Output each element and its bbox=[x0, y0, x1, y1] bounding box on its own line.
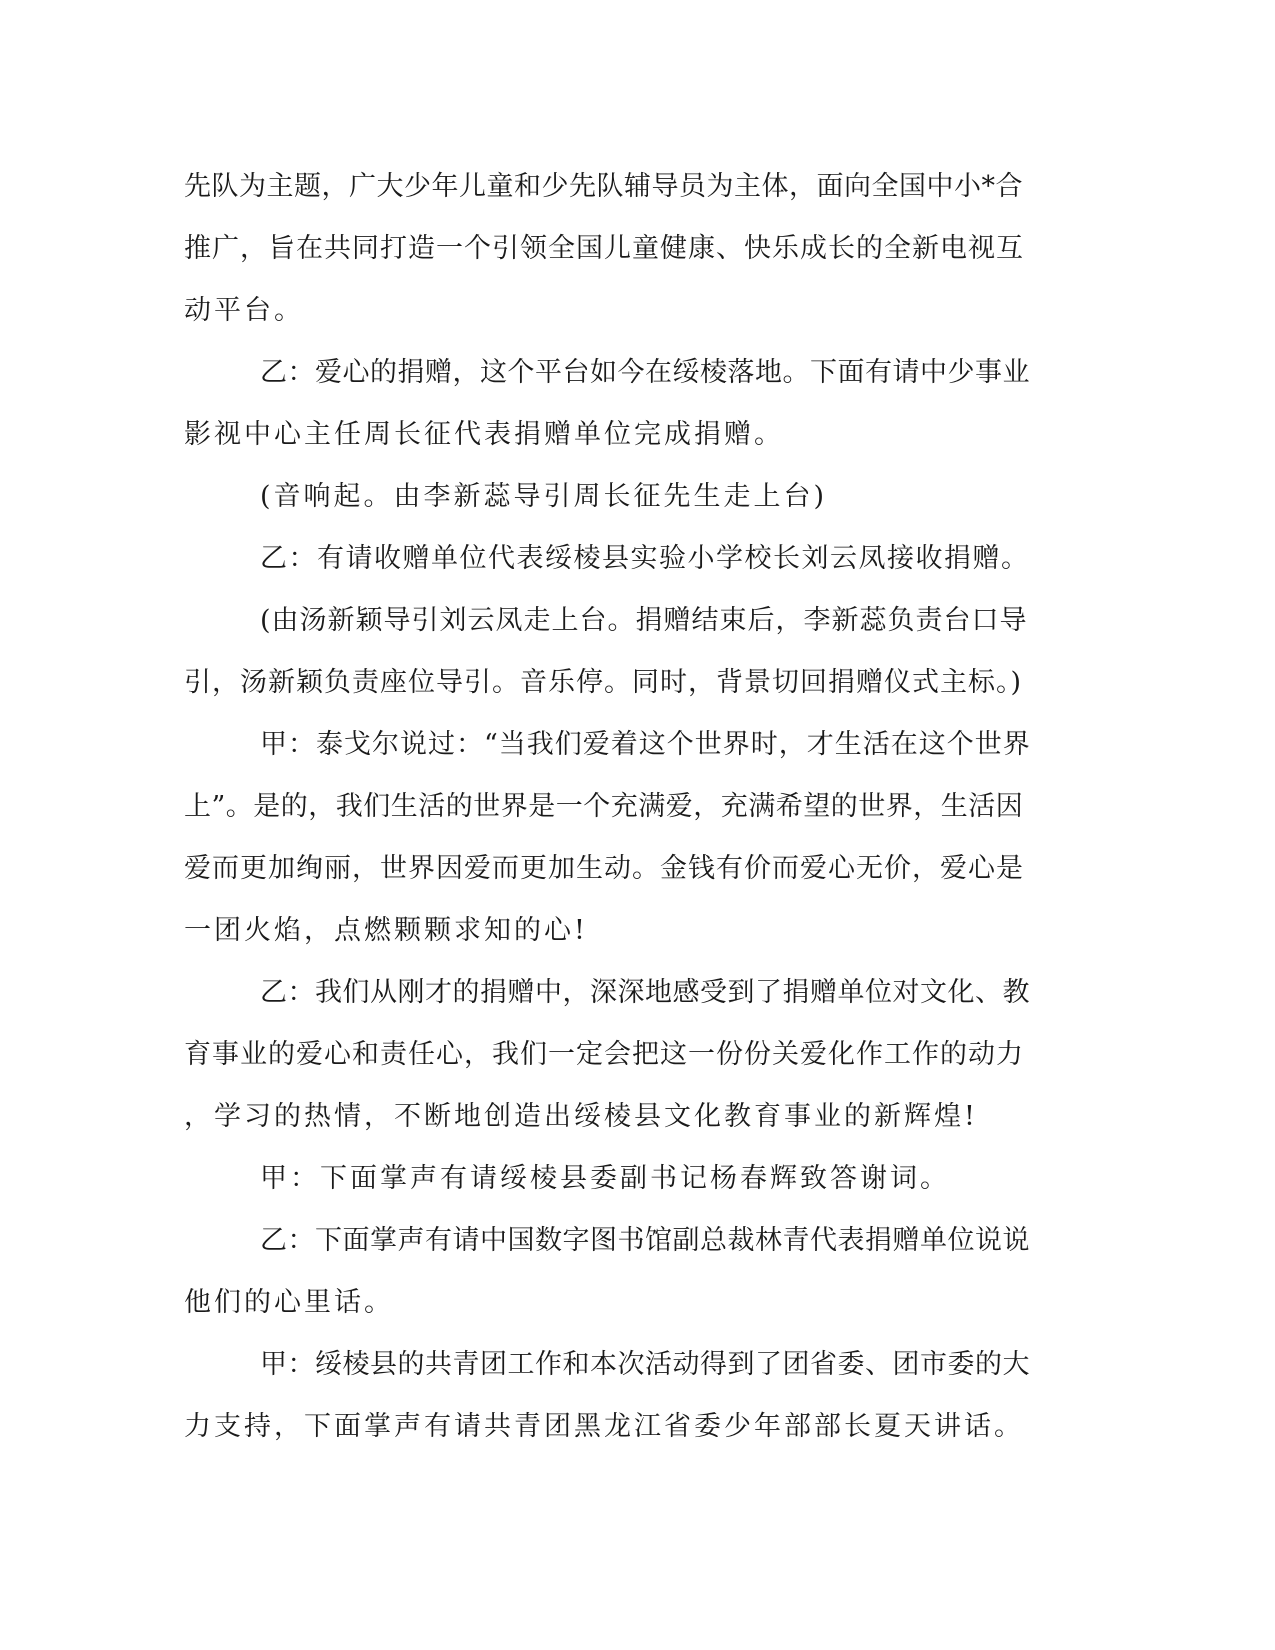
text-line-19: 他们的心里话。 bbox=[184, 1287, 394, 1318]
text-line-6: (音响起。由李新蕊导引周长征先生走上台) bbox=[260, 481, 828, 512]
text-line-14: 乙：我们从刚才的捐赠中，深深地感受到了捐赠单位对文化、教 bbox=[260, 977, 1030, 1008]
text-line-18: 乙：下面掌声有请中国数字图书馆副总裁林青代表捐赠单位说说 bbox=[260, 1225, 1030, 1256]
text-line-3: 动平台。 bbox=[184, 295, 304, 326]
document-body bbox=[184, 156, 1034, 1458]
text-line-1: 先队为主题，广大少年儿童和少先队辅导员为主体，面向全国中小*合 bbox=[184, 171, 1023, 202]
text-line-12: 爱而更加绚丽，世界因爱而更加生动。金钱有价而爱心无价，爱心是 bbox=[184, 853, 1024, 884]
text-line-11: 上”。是的，我们生活的世界是一个充满爱，充满希望的世界，生活因 bbox=[184, 791, 1024, 822]
text-line-2: 推广，旨在共同打造一个引领全国儿童健康、快乐成长的全新电视互 bbox=[184, 233, 1024, 264]
text-line-10: 甲：泰戈尔说过：“当我们爱着这个世界时，才生活在这个世界 bbox=[260, 729, 1031, 760]
text-line-16: ，学习的热情，不断地创造出绥棱县文化教育事业的新辉煌! bbox=[184, 1101, 978, 1132]
text-line-8: (由汤新颖导引刘云凤走上台。捐赠结束后，李新蕊负责台口导 bbox=[260, 605, 1028, 636]
text-line-17: 甲：下面掌声有请绥棱县委副书记杨春辉致答谢词。 bbox=[260, 1163, 950, 1194]
text-line-20: 甲：绥棱县的共青团工作和本次活动得到了团省委、团市委的大 bbox=[260, 1349, 1030, 1380]
text-line-7: 乙：有请收赠单位代表绥棱县实验小学校长刘云凤接收捐赠。 bbox=[260, 543, 1030, 574]
text-line-15: 育事业的爱心和责任心，我们一定会把这一份份关爱化作工作的动力 bbox=[184, 1039, 1024, 1070]
text-line-4: 乙：爱心的捐赠，这个平台如今在绥棱落地。下面有请中少事业 bbox=[260, 357, 1030, 388]
text-line-9: 引，汤新颖负责座位导引。音乐停。同时，背景切回捐赠仪式主标。) bbox=[184, 667, 1023, 698]
text-line-13: 一团火焰，点燃颗颗求知的心! bbox=[184, 915, 588, 946]
text-line-21: 力支持，下面掌声有请共青团黑龙江省委少年部部长夏天讲话。 bbox=[184, 1411, 1024, 1442]
text-line-5: 影视中心主任周长征代表捐赠单位完成捐赠。 bbox=[184, 419, 784, 450]
